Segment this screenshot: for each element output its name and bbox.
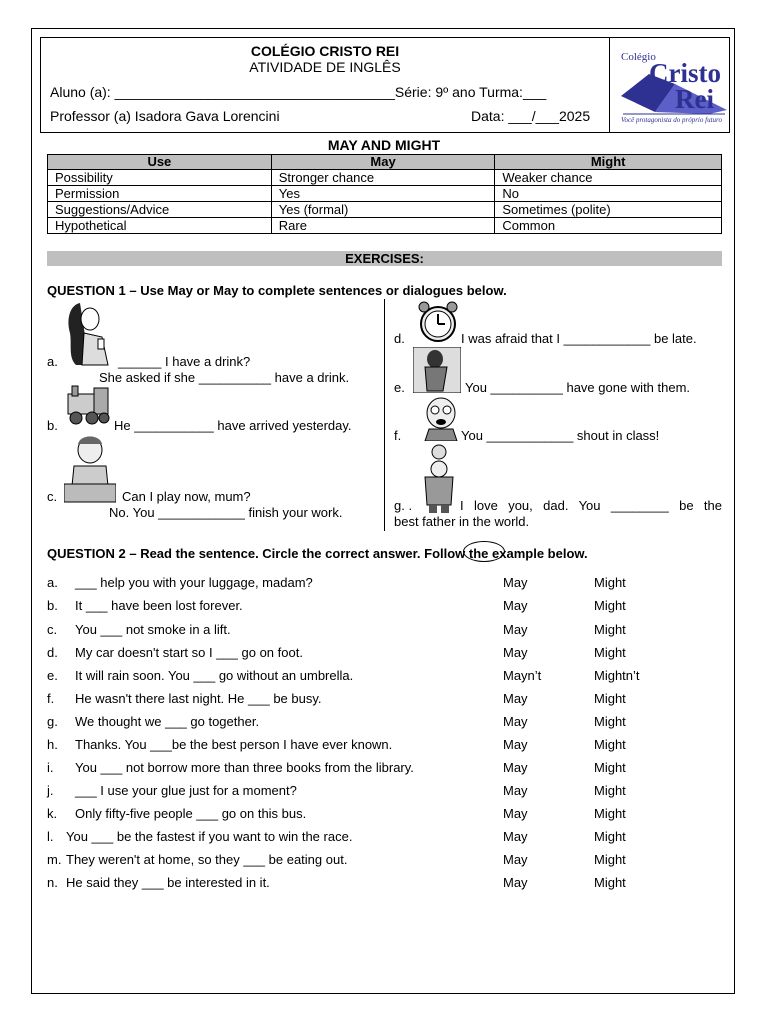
q2-option-1[interactable]: May bbox=[503, 875, 528, 890]
table-cell: Common bbox=[495, 218, 722, 234]
q1-e-text: You __________ have gone with them. bbox=[465, 380, 691, 395]
q1-c-text: Can I play now, mum? bbox=[122, 489, 251, 504]
date-line: Data: ___/___2025 bbox=[471, 108, 591, 124]
q2-row bbox=[47, 806, 717, 826]
q2-option-2[interactable]: Might bbox=[594, 783, 626, 798]
q2-row bbox=[47, 829, 717, 849]
q2-row bbox=[47, 760, 717, 780]
shouting-boy-icon bbox=[423, 395, 461, 441]
q2-row bbox=[47, 875, 717, 895]
q2-letter: f. bbox=[47, 691, 55, 706]
logo-rei-text: Rei bbox=[675, 84, 714, 114]
header-divider bbox=[609, 38, 610, 132]
q2-letter: k. bbox=[47, 806, 58, 821]
q2-sentence: It ___ have been lost forever. bbox=[75, 598, 243, 613]
table-cell: Weaker chance bbox=[495, 170, 722, 186]
q2-sentence: ___ help you with your luggage, madam? bbox=[75, 575, 313, 590]
q2-option-1[interactable]: May bbox=[503, 575, 528, 590]
q2-row bbox=[47, 852, 717, 872]
table-header-cell: May bbox=[271, 155, 495, 170]
q2-option-1[interactable]: May bbox=[503, 714, 528, 729]
q2-option-1[interactable]: May bbox=[503, 783, 528, 798]
table-cell: Yes (formal) bbox=[271, 202, 495, 218]
table-row bbox=[48, 170, 722, 186]
q2-sentence: We thought we ___ go together. bbox=[75, 714, 260, 729]
table-cell: Sometimes (polite) bbox=[495, 202, 722, 218]
sad-girl-icon bbox=[413, 347, 461, 393]
exercises-bar: EXERCISES: bbox=[47, 251, 722, 266]
q1-g-text: I love you, dad. You ________ be the bbox=[460, 498, 722, 513]
table-cell: Rare bbox=[271, 218, 495, 234]
activity-title: ATIVIDADE DE INGLÊS bbox=[249, 59, 401, 75]
question-1-divider bbox=[384, 299, 385, 531]
table-cell: Permission bbox=[48, 186, 272, 202]
q2-option-2[interactable]: Might bbox=[594, 691, 626, 706]
table-cell: Yes bbox=[271, 186, 495, 202]
q2-option-1[interactable]: May bbox=[503, 760, 528, 775]
q2-sentence: You ___ not borrow more than three books from the library. bbox=[75, 760, 414, 775]
question-2-title: QUESTION 2 – Read the sentence. Circle the correct answer. Follow the example below. bbox=[47, 546, 588, 561]
woman-drinking-icon bbox=[62, 299, 118, 369]
q2-option-2[interactable]: Might bbox=[594, 622, 626, 637]
table-header-row bbox=[48, 155, 722, 170]
q2-option-2[interactable]: Might bbox=[594, 852, 626, 867]
q2-option-2[interactable]: Might bbox=[594, 714, 626, 729]
logo-colegio-text: Colégio bbox=[621, 51, 656, 63]
example-answer-circle bbox=[463, 541, 505, 562]
q2-row bbox=[47, 622, 717, 642]
q2-letter: h. bbox=[47, 737, 58, 752]
q2-option-1[interactable]: May bbox=[503, 622, 528, 637]
q2-letter: e. bbox=[47, 668, 58, 683]
q2-sentence: You ___ not smoke in a lift. bbox=[75, 622, 231, 637]
q2-row bbox=[47, 737, 717, 757]
school-logo bbox=[615, 44, 729, 128]
teacher-line: Professor (a) Isadora Gava Lorencini bbox=[50, 108, 280, 124]
q2-sentence: He said they ___ be interested in it. bbox=[66, 875, 270, 890]
table-row bbox=[48, 186, 722, 202]
table-cell: Hypothetical bbox=[48, 218, 272, 234]
may-might-table bbox=[47, 154, 722, 234]
q1-a-letter: a. bbox=[47, 354, 58, 369]
father-child-icon bbox=[417, 443, 461, 513]
q2-letter: b. bbox=[47, 598, 58, 613]
q2-sentence: My car doesn't start so I ___ go on foot. bbox=[75, 645, 303, 660]
q2-row bbox=[47, 783, 717, 803]
q1-e-letter: e. bbox=[394, 380, 405, 395]
table-header-cell: Might bbox=[495, 155, 722, 170]
train-icon bbox=[64, 384, 114, 428]
q1-d-letter: d. bbox=[394, 331, 405, 346]
section-title: MAY AND MIGHT bbox=[327, 137, 441, 153]
q2-option-2[interactable]: Might bbox=[594, 760, 626, 775]
q1-a-text: ______ I have a drink? bbox=[118, 354, 251, 369]
table-cell: Possibility bbox=[48, 170, 272, 186]
q2-option-2[interactable]: Might bbox=[594, 875, 626, 890]
q2-option-1[interactable]: May bbox=[503, 829, 528, 844]
q1-b-text: He ___________ have arrived yesterday. bbox=[114, 418, 352, 433]
q2-sentence: They weren't at home, so they ___ be eating out. bbox=[66, 852, 348, 867]
q2-option-2[interactable]: Might bbox=[594, 829, 626, 844]
q2-letter: m. bbox=[47, 852, 62, 867]
q2-row bbox=[47, 668, 717, 688]
q1-c-letter: c. bbox=[47, 489, 58, 504]
table-row bbox=[48, 218, 722, 234]
q1-f-text: You ____________ shout in class! bbox=[461, 428, 660, 443]
q2-sentence: It will rain soon. You ___ go without an umbrella. bbox=[75, 668, 354, 683]
q2-row bbox=[47, 598, 717, 618]
q2-option-1[interactable]: May bbox=[503, 737, 528, 752]
q2-letter: c. bbox=[47, 622, 58, 637]
q2-option-2[interactable]: Might bbox=[594, 806, 626, 821]
q1-g-letter: g. . bbox=[394, 498, 413, 513]
boy-thinking-icon bbox=[64, 434, 116, 504]
q2-letter: l. bbox=[47, 829, 54, 844]
table-cell: No bbox=[495, 186, 722, 202]
worksheet-page bbox=[31, 28, 735, 994]
q2-letter: i. bbox=[47, 760, 54, 775]
q2-option-2[interactable]: Might bbox=[594, 598, 626, 613]
q2-row bbox=[47, 691, 717, 711]
header-box bbox=[40, 37, 730, 133]
school-name: COLÉGIO CRISTO REI bbox=[250, 43, 400, 59]
q1-a-text-2: She asked if she __________ have a drink. bbox=[99, 370, 350, 385]
q2-sentence: He wasn't there last night. He ___ be busy. bbox=[75, 691, 322, 706]
q2-option-1[interactable]: May bbox=[503, 806, 528, 821]
q2-option-1[interactable]: May bbox=[503, 691, 528, 706]
table-cell: Stronger chance bbox=[271, 170, 495, 186]
q2-row bbox=[47, 645, 717, 665]
logo-cristo-text: Cristo bbox=[649, 58, 721, 88]
q2-sentence: Only fifty-five people ___ go on this bus. bbox=[75, 806, 307, 821]
alarm-clock-icon bbox=[415, 299, 461, 345]
q1-f-letter: f. bbox=[394, 428, 402, 443]
q1-d-text: I was afraid that I ____________ be late. bbox=[461, 331, 697, 346]
table-header-cell: Use bbox=[48, 155, 272, 170]
q2-option-2[interactable]: Might bbox=[594, 645, 626, 660]
q2-letter: a. bbox=[47, 575, 58, 590]
student-line: Aluno (a): ____________________________________Série: 9º ano Turma:___ bbox=[50, 84, 547, 100]
table-cell: Suggestions/Advice bbox=[48, 202, 272, 218]
q1-b-letter: b. bbox=[47, 418, 58, 433]
q2-option-1[interactable]: Mayn’t bbox=[503, 668, 542, 683]
q2-option-2[interactable]: Might bbox=[594, 575, 626, 590]
logo-tagline: Você protagonista do próprio futuro bbox=[621, 116, 722, 124]
q1-g-text-2: best father in the world. bbox=[394, 514, 530, 529]
q2-letter: g. bbox=[47, 714, 58, 729]
q2-option-1[interactable]: May bbox=[503, 598, 528, 613]
q2-option-1[interactable]: May bbox=[503, 645, 528, 660]
q2-sentence: ___ I use your glue just for a moment? bbox=[75, 783, 297, 798]
q2-option-2[interactable]: Mightn’t bbox=[594, 668, 640, 683]
q2-option-1[interactable]: May bbox=[503, 852, 528, 867]
q2-row bbox=[47, 714, 717, 734]
q2-sentence: Thanks. You ___be the best person I have ever known. bbox=[75, 737, 393, 752]
table-row bbox=[48, 202, 722, 218]
q2-letter: j. bbox=[47, 783, 54, 798]
q2-sentence: You ___ be the fastest if you want to win the race. bbox=[66, 829, 353, 844]
q2-letter: d. bbox=[47, 645, 58, 660]
q1-c-text-2: No. You ____________ finish your work. bbox=[109, 505, 343, 520]
q2-row bbox=[47, 575, 717, 595]
q2-option-2[interactable]: Might bbox=[594, 737, 626, 752]
q2-letter: n. bbox=[47, 875, 58, 890]
question-1-title: QUESTION 1 – Use May or May to complete sentences or dialogues below. bbox=[47, 283, 507, 298]
